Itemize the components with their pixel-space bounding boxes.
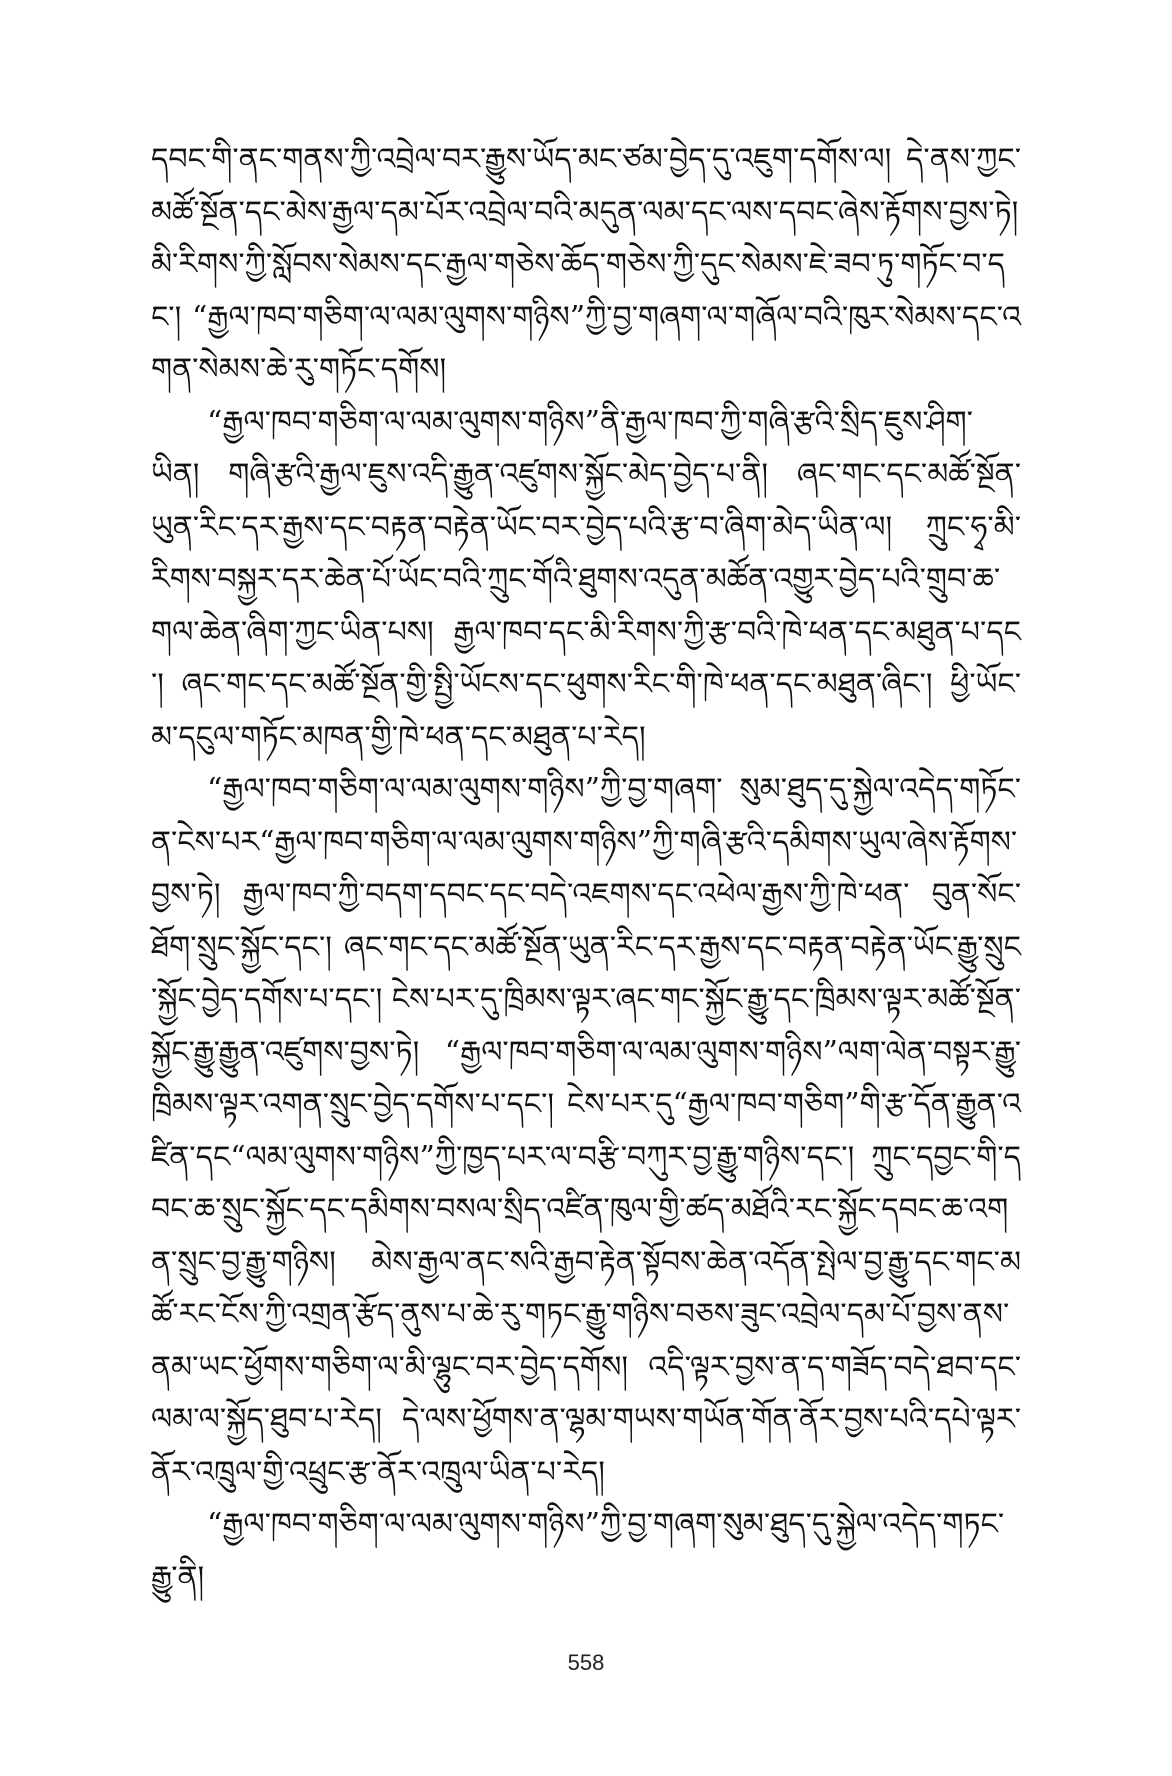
paragraph-1: དབང་གི་ནང་གནས་ཀྱི་འབྲེལ་བར་རྒྱུས་ཡོད་མང་ཙམ་བྱེད་དུ་འཇུག་དགོས་ལ། དེ་ནས་ཀྱང་མཚོ་སྔོན་དང་མེས་རྒྱལ་དམ་པོར་འབྲེལ་བའི་མདུན་ལམ་དང་ལས་དབང་ཞེས་རྟོགས་བྱས་ཏེ། མི་རིགས་ཀྱི་སློབས་སེམས་དང་རྒྱལ་གཅེས་ཆོད་གཅེས་ཀྱི་དུང་སེམས་ཇེ་ཟབ་ཏུ་གཏོང་བ་དང་། “རྒྱལ་ཁབ་གཅིག་ལ་ལམ་ལུགས་གཉིས”ཀྱི་བྱ་གཞག་ལ་གཞོལ་བའི་ཁུར་སེམས་དང་འགན་སེམས་ཆེ་རུ་གཏོང་དགོས། [151, 142, 1021, 387]
page-number: 558 [567, 1650, 605, 1675]
paragraph-2: “རྒྱལ་ཁབ་གཅིག་ལ་ལམ་ལུགས་གཉིས”ནི་རྒྱལ་ཁབ་ཀྱི་གཞི་རྩའི་སྲིད་ཇུས་ཤིག་ཡིན། གཞི་རྩའི་རྒྱལ་ཇུས་འདི་རྒྱུན་འཛུགས་སྐྱོང་མེད་བྱེད་པ་ནི། ཞང་གང་དང་མཚོ་སྔོན་ཡུན་རིང་དར་རྒྱས་དང་བརྟན་བརྟེན་ཡོང་བར་བྱེད་པའི་རྩ་བ་ཞིག་མེད་ཡིན་ལ། ཀྲུང་ཧྭ་མི་རིགས་བསྐྱར་དར་ཆེན་པོ་ཡོང་བའི་ཀྲུང་གོའི་ཐུགས་འདུན་མཚོན་འགྱུར་བྱེད་པའི་གྲུབ་ཆ་གལ་ཆེན་ཞིག་ཀྱང་ཡིན་པས། རྒྱལ་ཁབ་དང་མི་རིགས་ཀྱི་རྩ་བའི་ཁེ་ཕན་དང་མཐུན་པ་དང་། ཞང་གང་དང་མཚོ་སྔོན་གྱི་སྤྱི་ཡོངས་དང་ཕུགས་རིང་གི་ཁེ་ཕན་དང་མཐུན་ཞིང་། ཕྱི་ཡོང་མ་དངུལ་གཏོང་མཁན་གྱི་ཁེ་ཕན་དང་མཐུན་པ་རེད། [151, 404, 1021, 755]
body-text [151, 134, 1021, 1604]
paragraph-3: “རྒྱལ་ཁབ་གཅིག་ལ་ལམ་ལུགས་གཉིས”ཀྱི་བྱ་གཞག་ སུམ་ཐུད་དུ་སྐྱེལ་འདེད་གཏོང་ན་ངེས་པར“རྒྱལ་ཁབ་གཅིག་ལ་ལམ་ལུགས་གཉིས”ཀྱི་གཞི་རྩའི་དམིགས་ཡུལ་ཞེས་རྟོགས་བྱས་ཏེ། རྒྱལ་ཁབ་ཀྱི་བདག་དབང་དང་བདེ་འཇགས་དང་འཕེལ་རྒྱས་ཀྱི་ཁེ་ཕན་ བུན་སོང་ཐོག་སྲུང་སྐྱོང་དང་། ཞང་གང་དང་མཚོ་སྔོན་ཡུན་རིང་དར་རྒྱས་དང་བརྟན་བརྟེན་ཡོང་རྒྱུ་སྲུང་སྐྱོང་བྱེད་དགོས་པ་དང་། ངེས་པར་དུ་ཁྲིམས་ལྟར་ཞང་གང་སྐྱོང་རྒྱུ་དང་ཁྲིམས་ལྟར་མཚོ་སྔོན་སྐྱོང་རྒྱུ་རྒྱུན་འཛུགས་བྱས་ཏེ། “རྒྱལ་ཁབ་གཅིག་ལ་ལམ་ལུགས་གཉིས”ལག་ལེན་བསྟར་རྒྱུ་ཁྲིམས་ལྟར་འགན་སྲུང་བྱེད་དགོས་པ་དང་། ངེས་པར་དུ“རྒྱལ་ཁབ་གཅིག”གི་རྩ་དོན་རྒྱུན་འཛིན་དང“ལམ་ལུགས་གཉིས”ཀྱི་ཁྱད་པར་ལ་བརྩི་བཀུར་བྱ་རྒྱུ་གཉིས་དང་། ཀྲུང་དབྱང་གི་དབང་ཆ་སྲུང་སྐྱོང་དང་དམིགས་བསལ་སྲིད་འཛིན་ཁུལ་གྱི་ཚད་མཐོའི་རང་སྐྱོང་དབང་ཆ་འགན་སྲུང་བྱ་རྒྱུ་གཉིས། མེས་རྒྱལ་ནང་སའི་རྒྱབ་རྟེན་སྟོབས་ཆེན་འདོན་སྤེལ་བྱ་རྒྱུ་དང་གང་མཚོ་རང་ངོས་ཀྱི་འགྲན་རྩོད་ནུས་པ་ཆེ་རུ་གཏང་རྒྱུ་གཉིས་བཅས་ཟུང་འབྲེལ་དམ་པོ་བྱས་ནས་ནམ་ཡང་ཕྱོགས་གཅིག་ལ་མི་ལྷུང་བར་བྱེད་དགོས། འདི་ལྟར་བྱས་ན་ད་གཟོད་བདེ་ཐབ་དང་ལམ་ལ་སྐྱོད་ཐུབ་པ་རེད། དེ་ལས་ཕྱོགས་ན་ལྷམ་གཡས་གཡོན་གོན་ནོར་བྱས་པའི་དཔེ་ལྟར་ནོར་འཁྲུལ་གྱི་འཕྲུང་རྩ་ནོར་འཁྲུལ་ཡིན་པ་རེད། [151, 772, 1021, 1490]
paragraph-4: “རྒྱལ་ཁབ་གཅིག་ལ་ལམ་ལུགས་གཉིས”ཀྱི་བྱ་གཞག་སུམ་ཐུད་དུ་སྐྱེལ་འདེད་གཏང་རྒྱུ་ནི། [151, 1507, 1005, 1595]
